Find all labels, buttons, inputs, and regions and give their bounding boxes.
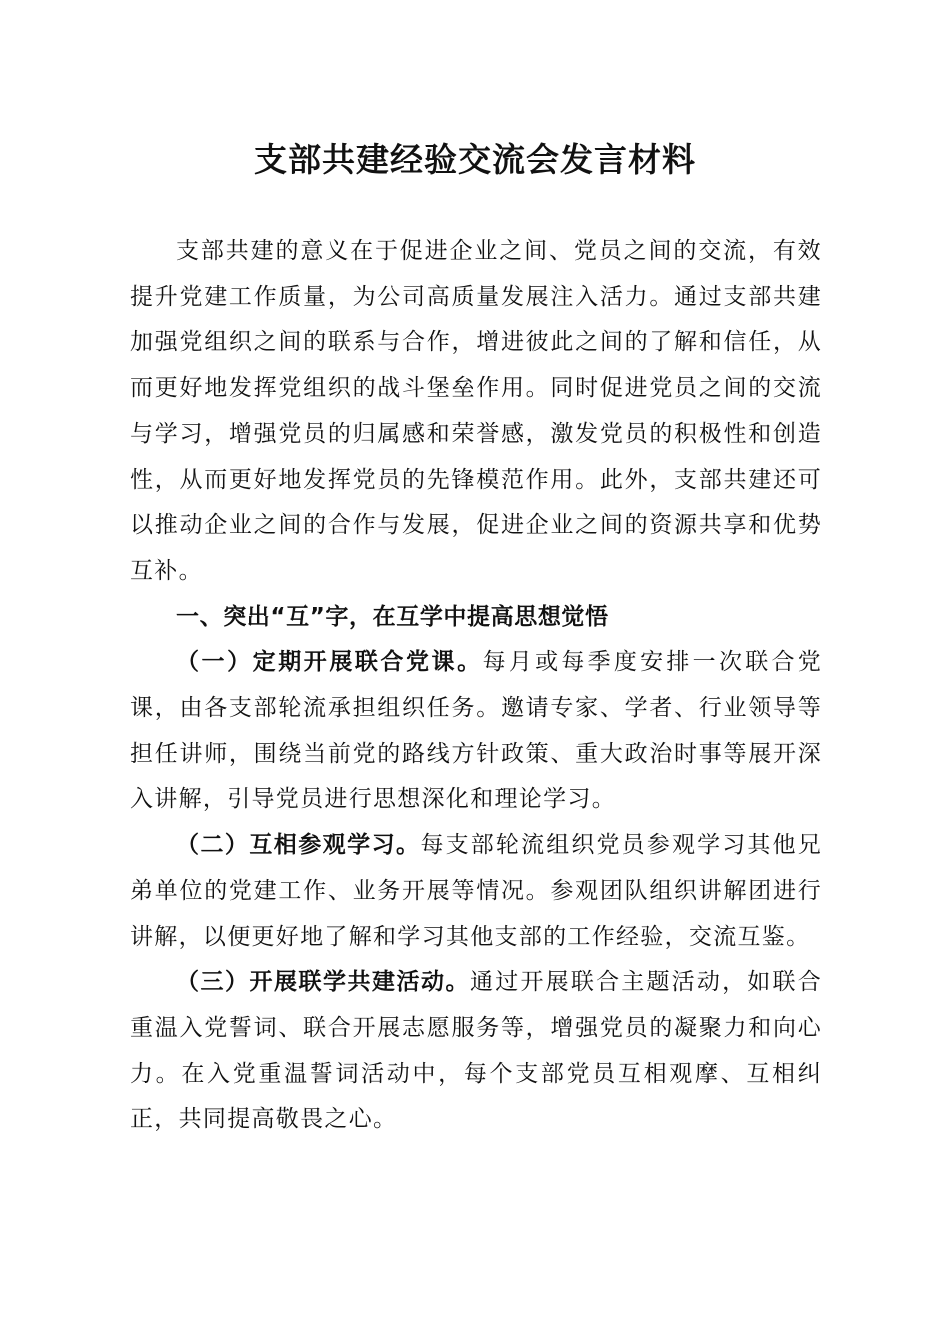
item-3-paragraph [130, 960, 822, 1143]
document-title: 支部共建经验交流会发言材料 [254, 140, 696, 179]
item-3-text: 通过开展联合主题活动，如联合重温入党誓词、联合开展志愿服务等，增强党员的凝聚力和向心力。在入党重温誓词活动中，每个支部党员互相观摩、互相纠正，共同提高敬畏之心。 [130, 969, 822, 1133]
section-1-heading: 一、突出“互”字，在互学中提高思想觉悟 [176, 603, 609, 630]
item-1-lead: （一）定期开展联合党课。 [176, 649, 483, 676]
item-3-lead: （三）开展联学共建活动。 [176, 969, 471, 996]
intro-paragraph: 支部共建的意义在于促进企业之间、党员之间的交流，有效提升党建工作质量，为公司高质量发展注入活力。通过支部共建加强党组织之间的联系与合作，增进彼此之间的了解和信任，从而更好地发挥党组织的战斗堡垒作用。同时促进党员之间的交流与学习，增强党员的归属感和荣誉感，激发党员的积极性和创造性，从而更好地发挥党员的先锋模范作用。此外，支部共建还可以推动企业之间的合作与发展，促进企业之间的资源共享和优势互补。 [130, 238, 822, 584]
document-body [130, 229, 822, 1143]
item-1-paragraph [130, 640, 822, 823]
item-2-text: 每支部轮流组织党员参观学习其他兄弟单位的党建工作、业务开展等情况。参观团队组织讲解团进行讲解，以便更好地了解和学习其他支部的工作经验，交流互鉴。 [130, 832, 822, 950]
item-2-paragraph [130, 823, 822, 960]
item-2-lead: （二）互相参观学习。 [176, 832, 421, 859]
item-1-text: 每月或每季度安排一次联合党课，由各支部轮流承担组织任务。邀请专家、学者、行业领导等担任讲师，围绕当前党的路线方针政策、重大政治时事等展开深入讲解，引导党员进行思想深化和理论学习。 [130, 649, 823, 813]
